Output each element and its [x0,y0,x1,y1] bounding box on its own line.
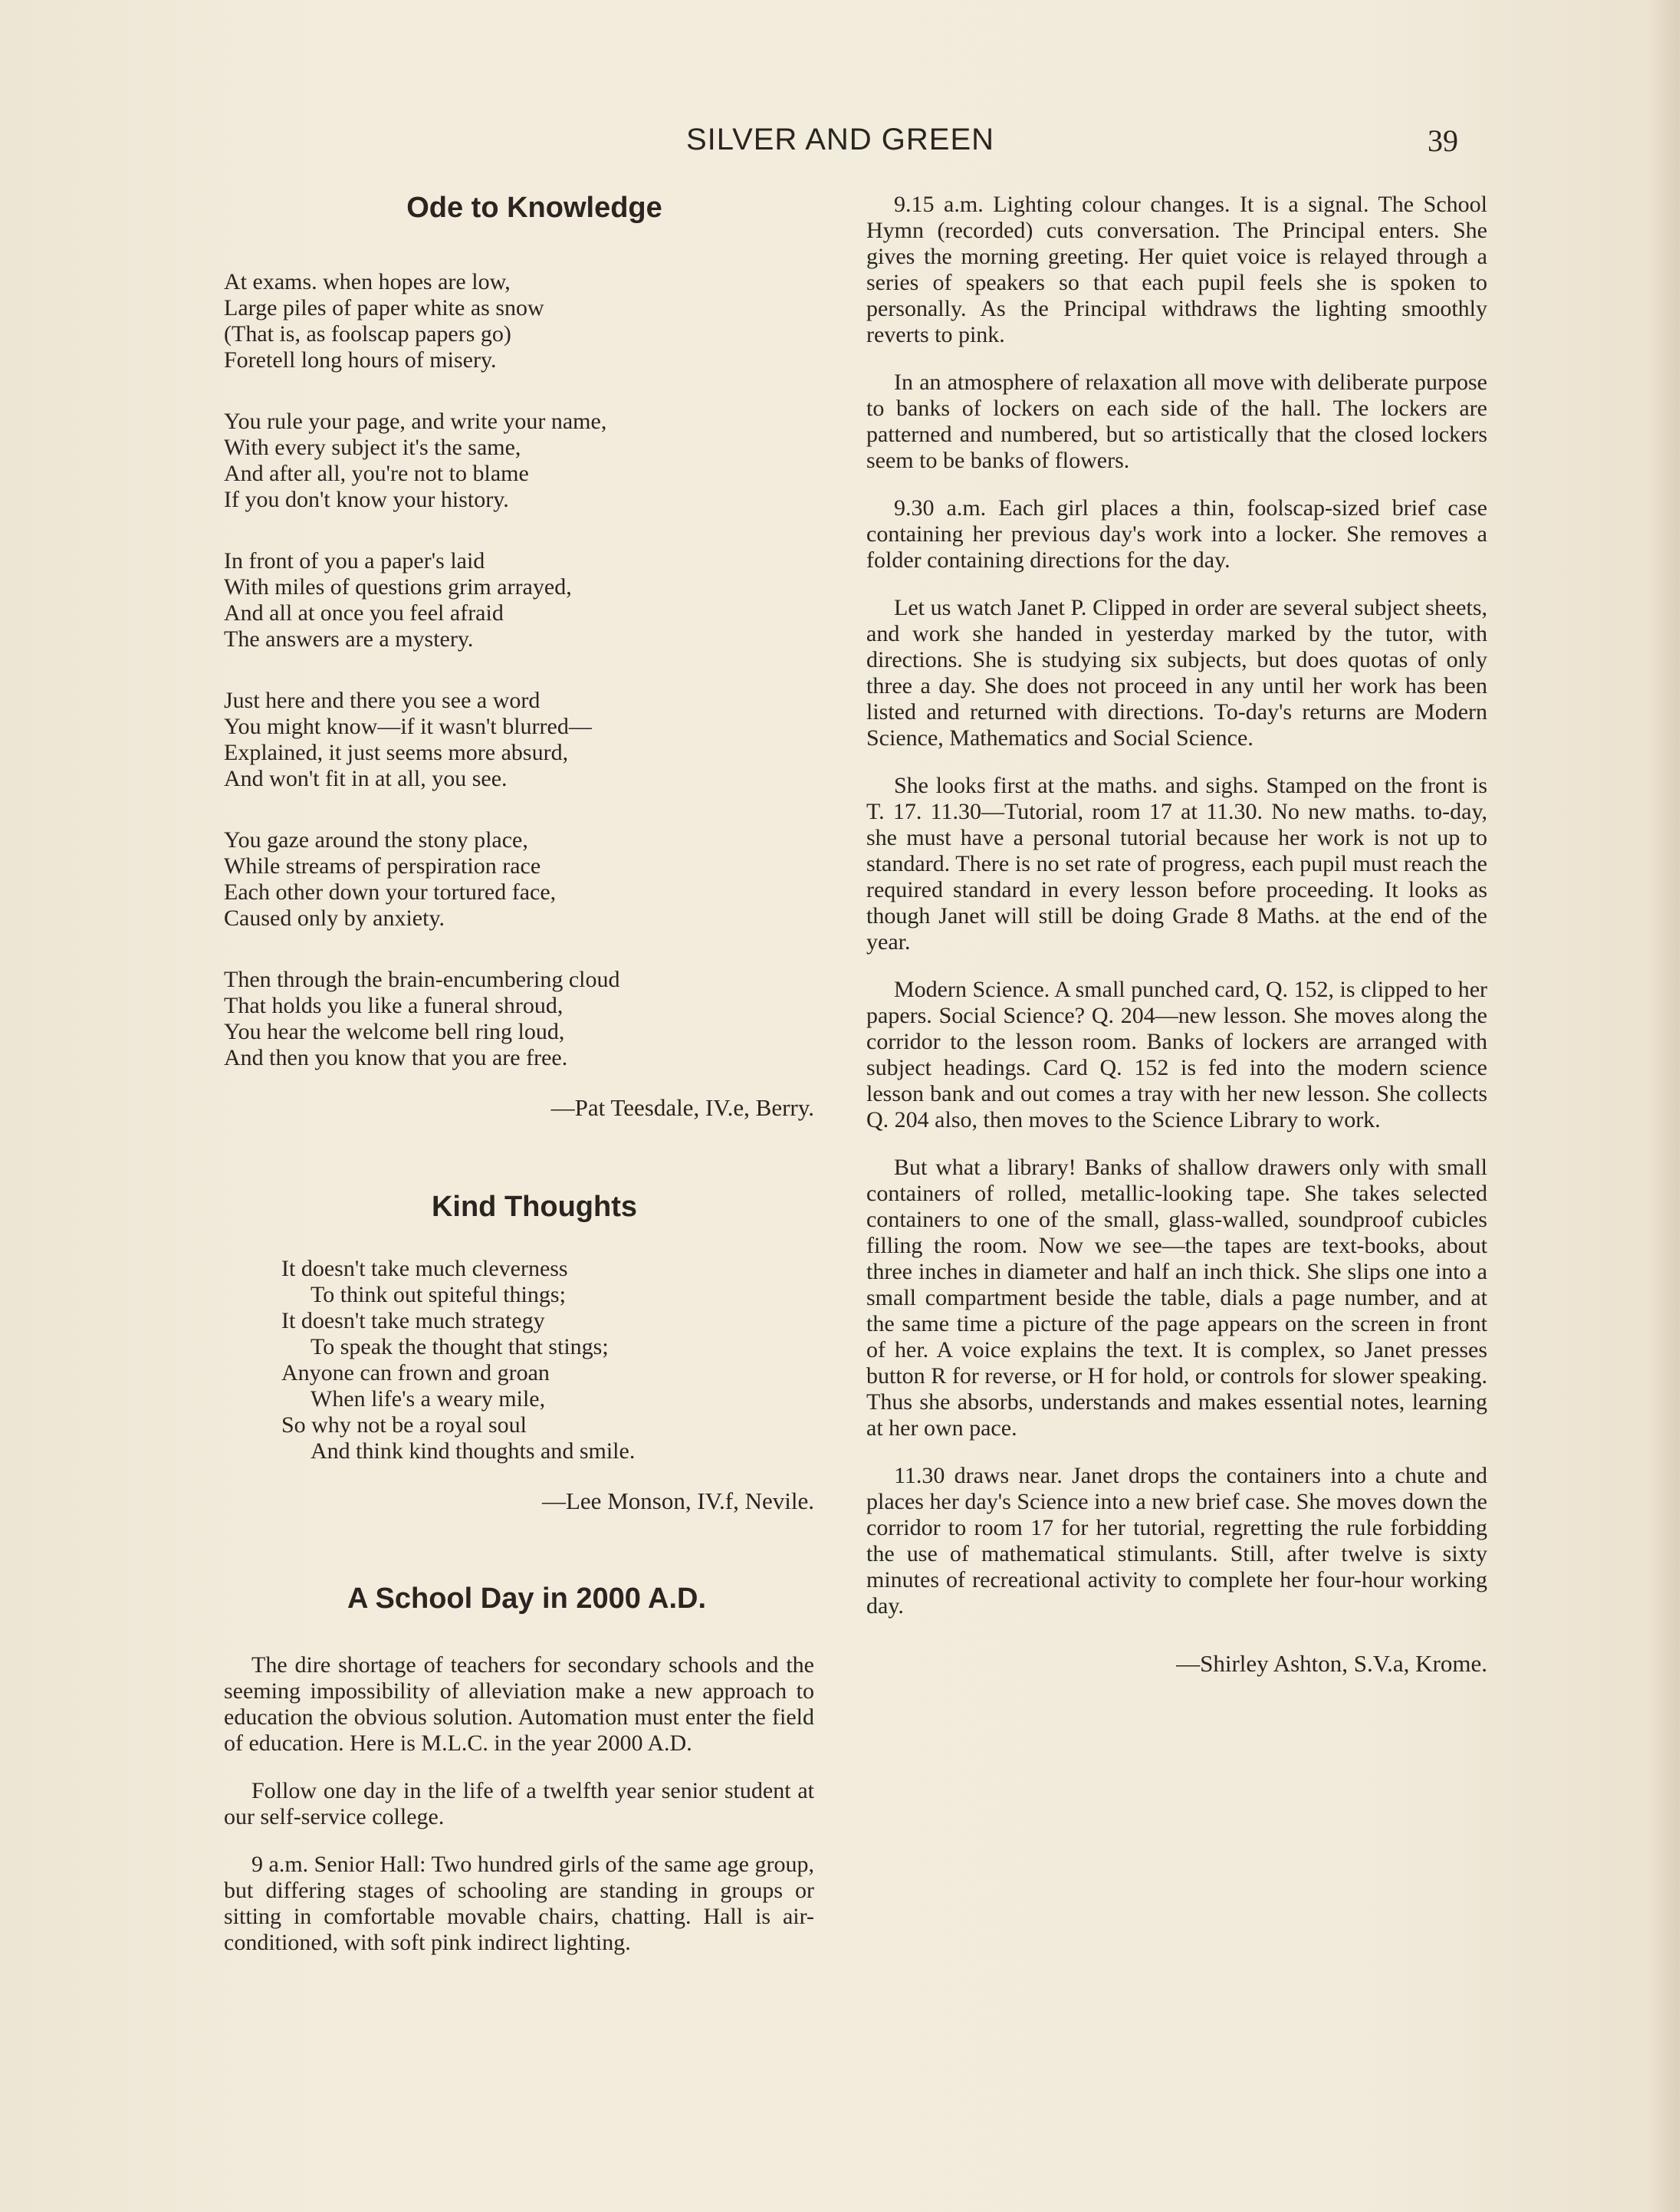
kind-thoughts-attribution: —Lee Monson, IV.f, Nevile. [541,1487,814,1514]
school-day-paragraph: 11.30 draws near. Janet drops the containers into a chute and places her day's Science into a new brief case. She moves down the corridor to room 17 for her tutorial, regretting the rule forbidding the use of mathematical stimulants. Still, after twelve is sixty minutes of recreational activity to complete her four-hour working day. [866,1463,1487,1619]
school-day-paragraph: But what a library! Banks of shallow drawers only with small containers of rolled, metallic-looking tape. She takes selected containers to one of the small, glass-walled, soundproof cubicles filling the room. Now we see—the tapes are text-books, about three inches in diameter and half an inch thick. She slips one into a small compartment beside the table, dials a page number, and at the same time a picture of the page appears on the screen in front of her. A voice explains the text. It is complex, so Janet presses button R for reverse, or H for hold, or controls for slower speaking. Thus she absorbs, understands and makes essential notes, learning at her own pace. [866,1155,1487,1441]
poem-line: You hear the welcome bell ring loud, [224,1019,565,1044]
poem-line: In front of you a paper's laid [224,548,485,574]
ode-stanza [224,548,814,652]
ode-stanza [224,409,814,513]
poem-line: To think out spiteful things; [310,1282,566,1307]
ode-stanza [224,827,814,932]
ode-title: Ode to Knowledge [406,192,662,224]
school-day-paragraph: 9.30 a.m. Each girl places a thin, foolscap-sized brief case containing her previous day's work into a locker. She removes a folder containing directions for the day. [866,495,1487,573]
right-column [866,192,1487,1678]
left-column [224,192,814,1977]
poem-line: Large piles of paper white as snow [224,295,544,320]
poem-line: The answers are a mystery. [224,626,474,652]
kind-thoughts-title: Kind Thoughts [431,1191,638,1223]
page-edge-shadow [1648,0,1679,2212]
poem-line: You rule your page, and write your name, [224,409,607,434]
poem-line: (That is, as foolscap papers go) [224,321,511,347]
poem-line: Each other down your tortured face, [224,879,557,905]
poem-line: Foretell long hours of misery. [224,347,497,373]
school-day-paragraph: The dire shortage of teachers for secondary schools and the seeming impossibility of alleviation make a new approach to education the obvious solution. Automation must enter the field of education. Here is M.L.C. in the year 2000 A.D. [224,1652,814,1756]
school-day-paragraph: Let us watch Janet P. Clipped in order are several subject sheets, and work she handed in yesterday marked by the tutor, with directions. She is studying six subjects, but does quotas of only three a day. She does not proceed in any until her work has been listed and returned with directions. To-day's returns are Modern Science, Mathematics and Social Science. [866,595,1487,751]
ode-stanza [224,688,814,792]
poem-line: To speak the thought that stings; [310,1334,609,1359]
poem-line: It doesn't take much cleverness [281,1256,568,1281]
school-day-paragraph: 9.15 a.m. Lighting colour changes. It is a signal. The School Hymn (recorded) cuts conversation. The Principal enters. She gives the morning greeting. Her quiet voice is relayed through a series of speakers so that each pupil feels she is spoken to personally. As the Principal withdraws the lighting smoothly reverts to pink. [866,192,1487,347]
school-day-attribution: —Shirley Ashton, S.V.a, Krome. [1176,1650,1487,1677]
page-number: 39 [1428,123,1458,158]
poem-line: Just here and there you see a word [224,688,540,713]
poem-line: If you don't know your history. [224,487,509,512]
school-day-paragraph: In an atmosphere of relaxation all move with deliberate purpose to banks of lockers on each side of the hall. The lockers are patterned and numbered, but so artistically that the closed lockers seem to be banks of flowers. [866,370,1487,473]
school-day-paragraph: Modern Science. A small punched card, Q. 152, is clipped to her papers. Social Science? Q. 204—new lesson. She moves along the corridor to the lesson room. Banks of lockers are arranged with subject headings. Card Q. 152 is fed into the modern science lesson bank and out comes a tray with her new lesson. She collects Q. 204 also, then moves to the Science Library to work. [866,977,1487,1132]
poem-line: That holds you like a funeral shroud, [224,993,564,1018]
poem-line: And then you know that you are free. [224,1045,568,1070]
kind-thoughts-poem [224,1256,814,1464]
poem-line: Then through the brain-encumbering cloud [224,967,620,992]
poem-line: You gaze around the stony place, [224,827,528,853]
school-day-paragraph: 9 a.m. Senior Hall: Two hundred girls of the same age group, but differing stages of schooling are standing in groups or sitting in comfortable movable chairs, chatting. Hall is air-conditioned, with soft pink indirect lighting. [224,1852,814,1955]
poem-line: So why not be a royal soul [281,1412,527,1438]
poem-line: With every subject it's the same, [224,435,521,460]
poem-line: And after all, you're not to blame [224,461,529,486]
poem-line: Anyone can frown and groan [281,1360,550,1385]
poem-line: Caused only by anxiety. [224,906,445,931]
poem-line: With miles of questions grim arrayed, [224,574,572,600]
school-day-paragraph: She looks first at the maths. and sighs. Stamped on the front is T. 17. 11.30—Tutorial, room 17 at 11.30. No new maths. to-day, she must have a personal tutorial because her work is not up to standard. There is no set rate of progress, each pupil must reach the required standard in every lesson before proceeding. It looks as though Janet will still be doing Grade 8 Maths. at the end of the year. [866,773,1487,955]
poem-line: It doesn't take much strategy [281,1308,545,1333]
poem-line: And all at once you feel afraid [224,600,504,626]
poem-line: Explained, it just seems more absurd, [224,740,569,765]
poem-line: And won't fit in at all, you see. [224,766,508,791]
school-day-paragraph: Follow one day in the life of a twelfth year senior student at our self-service college. [224,1778,814,1829]
poem-line: When life's a weary mile, [310,1386,546,1412]
ode-stanza [224,269,814,373]
poem-line: And think kind thoughts and smile. [310,1438,636,1464]
school-day-title: A School Day in 2000 A.D. [347,1583,707,1615]
ode-poem [224,269,814,1071]
poem-line: You might know—if it wasn't blurred— [224,714,592,739]
poem-line: At exams. when hopes are low, [224,269,511,294]
ode-stanza [224,967,814,1071]
running-title: SILVER AND GREEN [686,123,995,156]
poem-line: While streams of perspiration race [224,853,541,879]
ode-attribution: —Pat Teesdale, IV.e, Berry. [550,1094,814,1121]
